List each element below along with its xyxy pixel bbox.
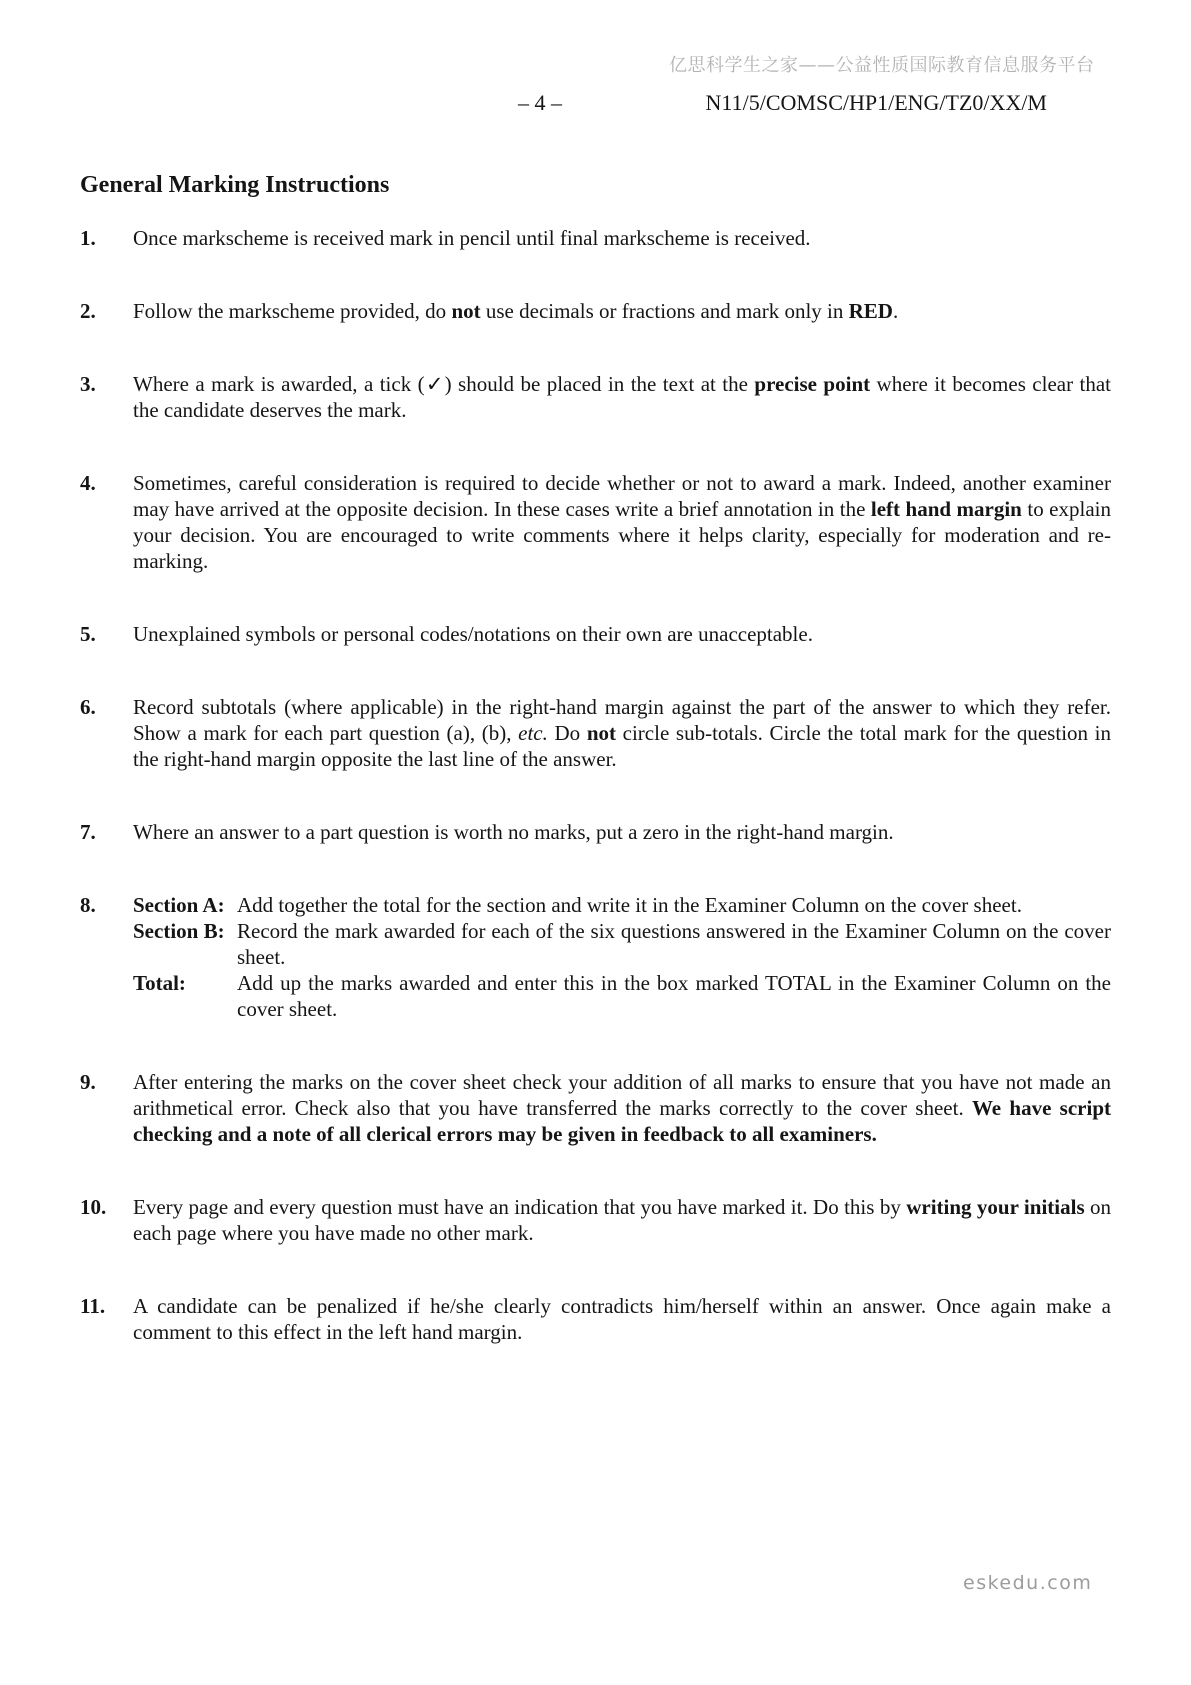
text-segment: use decimals or fractions and mark only in	[480, 299, 849, 323]
subitem-label: Section B:	[133, 919, 225, 943]
document-body	[80, 172, 1111, 1392]
text-segment: Add together the total for the section and write it in the Examiner Column on the cover sheet.	[237, 893, 1022, 917]
instruction-text	[133, 819, 1111, 845]
text-segment: on each page where you have made no other mark.	[133, 1195, 1112, 1245]
footer-watermark: eskedu.com	[963, 1572, 1093, 1594]
instruction-text	[133, 371, 1111, 423]
text-segment: We have script checking and a note of all clerical errors may be given in feedback to all examiners.	[133, 1096, 1112, 1146]
text-segment: RED	[848, 299, 893, 323]
text-segment: Record the mark awarded for each of the six questions answered in the Examiner Column on the cover sheet.	[237, 919, 1111, 969]
instruction-item-9	[80, 1069, 1111, 1147]
subitem-label: Total:	[133, 971, 186, 995]
text-segment: etc.	[518, 721, 548, 745]
text-segment: precise point	[754, 372, 871, 396]
instruction-item-4	[80, 470, 1111, 574]
instruction-subitem	[133, 918, 1111, 970]
subitem-label: Section A:	[133, 893, 225, 917]
text-segment: .	[892, 299, 899, 323]
text-segment: Unexplained symbols or personal codes/notations on their own are unacceptable.	[133, 622, 813, 646]
instruction-text	[133, 892, 1111, 1022]
instruction-text	[133, 1069, 1111, 1147]
text-segment: where it becomes clear that the candidate deserves the mark.	[133, 372, 1112, 422]
instruction-number: 8.	[80, 893, 96, 917]
instruction-number: 6.	[80, 695, 96, 719]
instruction-number: 3.	[80, 372, 96, 396]
subitem-text	[237, 970, 1111, 1022]
instruction-text	[133, 225, 1111, 251]
instruction-item-5	[80, 621, 1111, 647]
instruction-item-2	[80, 298, 1111, 324]
text-segment: left hand margin	[870, 497, 1022, 521]
instruction-number: 9.	[80, 1070, 96, 1094]
instruction-number: 7.	[80, 820, 96, 844]
instruction-item-3	[80, 371, 1111, 423]
instruction-text	[133, 298, 1111, 324]
text-segment: Once markscheme is received mark in pencil until final markscheme is received.	[133, 226, 811, 250]
instructions-list	[80, 225, 1111, 1345]
text-segment: not	[586, 721, 616, 745]
instruction-number: 2.	[80, 299, 96, 323]
instruction-item-10	[80, 1194, 1111, 1246]
instruction-number: 4.	[80, 471, 96, 495]
text-segment: Sometimes, careful consideration is required to decide whether or not to award a mark. Indeed, another examiner may have arrived at the opposite decision. In these cases write a brief annotation in the	[133, 471, 1111, 521]
text-segment: Add up the marks awarded and enter this in the box marked TOTAL in the Examiner Column on the cover sheet.	[237, 971, 1111, 1021]
text-segment: to explain your decision. You are encouraged to write comments where it helps clarity, especially for moderation and re-marking.	[133, 497, 1111, 573]
text-segment: Do	[547, 721, 587, 745]
instruction-text	[133, 470, 1111, 574]
paper-code: N11/5/COMSC/HP1/ENG/TZ0/XX/M	[705, 90, 1047, 115]
instruction-item-6	[80, 694, 1111, 772]
instruction-subitem	[133, 970, 1111, 1022]
instruction-number: 11.	[80, 1294, 106, 1318]
header-watermark: 亿思科学生之家——公益性质国际教育信息服务平台	[669, 55, 1095, 76]
instruction-item-1	[80, 225, 1111, 251]
page-title: General Marking Instructions	[80, 172, 390, 198]
text-segment: After entering the marks on the cover sheet check your addition of all marks to ensure that you have not made an arithmetical error. Check also that you have transferred the marks correctly to the cover sheet.	[133, 1070, 1111, 1120]
text-segment: Where an answer to a part question is worth no marks, put a zero in the right-hand margin.	[133, 820, 894, 844]
text-segment: writing your initials	[906, 1195, 1085, 1219]
instruction-number: 5.	[80, 622, 96, 646]
instruction-subitem	[133, 892, 1111, 918]
text-segment: Follow the markscheme provided, do	[133, 299, 452, 323]
instruction-item-7	[80, 819, 1111, 845]
subitem-text	[237, 918, 1111, 970]
page-number: – 4 –	[518, 90, 562, 115]
instruction-item-11	[80, 1293, 1111, 1345]
subitem-text	[237, 892, 1111, 918]
text-segment: not	[451, 299, 481, 323]
text-segment: Record subtotals (where applicable) in the right-hand margin against the part of the answer to which they refer. Show a mark for each part question (a), (b),	[133, 695, 1111, 745]
instruction-text	[133, 694, 1111, 772]
instruction-text	[133, 1194, 1111, 1246]
instruction-text	[133, 1293, 1111, 1345]
instruction-item-8	[80, 892, 1111, 1022]
text-segment: A candidate can be penalized if he/she clearly contradicts him/herself within an answer. Once again make a comment to this effect in the left hand margin.	[133, 1294, 1111, 1344]
text-segment: Every page and every question must have an indication that you have marked it. Do this by	[133, 1195, 907, 1219]
text-segment: Where a mark is awarded, a tick (✓) should be placed in the text at the	[133, 372, 755, 396]
instruction-number: 10.	[80, 1195, 107, 1219]
instruction-number: 1.	[80, 226, 96, 250]
text-segment: circle sub-totals. Circle the total mark for the question in the right-hand margin opposite the last line of the answer.	[133, 721, 1111, 771]
instruction-text	[133, 621, 1111, 647]
